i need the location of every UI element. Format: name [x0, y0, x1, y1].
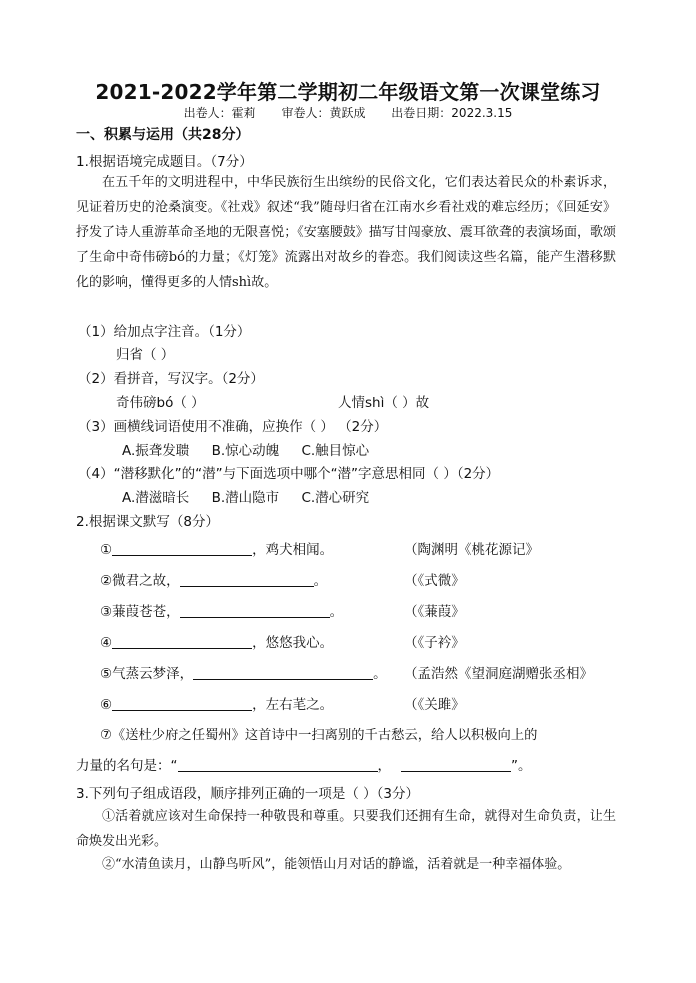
answer-blank[interactable]	[180, 572, 314, 587]
recite-source-3: （《蒹葭》	[404, 604, 465, 620]
q1-sub1: （1）给加点字注音。（1分）	[78, 324, 251, 340]
recite-item-7: ⑦《送杜少府之任蜀州》这首诗中一扫离别的千古愁云，给人以积极向上的	[100, 728, 538, 743]
answer-blank[interactable]	[180, 603, 330, 618]
q1-sub2-a: 奇伟磅bó（ ）	[116, 395, 205, 411]
q1-passage: 在五千年的文明进程中，中华民族衍生出缤纷的民俗文化，它们表达着民众的朴素诉求，见证着历史的沧桑演变。《社戏》叙述“我”随母归省在江南水乡看社戏的难忘经历；《回延安》抒发了诗人重游革命圣地的无限喜悦；《安塞腰鼓》描写甘闯豪放、震耳欲聋的表演场面，歌颂了生命中奇伟磅bó的力量；《灯笼》流露出对故乡的眷恋。我们阅读这些名篇，能产生潜移默化的影响，懂得更多的人情shì故。	[76, 175, 616, 290]
exam-meta	[0, 104, 696, 121]
recite-source-1: （陶渊明《桃花源记》	[404, 542, 539, 558]
option-b: B.潜山隐市	[211, 490, 280, 506]
answer-blank[interactable]	[178, 757, 378, 772]
answer-blank[interactable]	[112, 541, 252, 556]
q1-sub3-options	[122, 439, 387, 459]
q3-title: 3.下列句子组成语段，顺序排列正确的一项是（ ）（3分）	[76, 786, 420, 802]
reviewer-label: 审卷人：黄跃成	[281, 106, 366, 120]
q1-sub2: （2）看拼音，写汉字。（2分）	[78, 371, 264, 387]
section-1-title: 一、积累与运用（共28分）	[76, 127, 250, 143]
q1-sub1-item: 归省（ ）	[116, 347, 175, 363]
recite-source-4: （《子衿》	[404, 635, 465, 651]
option-c: C.潜心研究	[301, 490, 370, 506]
recite-item-6: ⑥ ，左右芼之。	[100, 697, 334, 713]
q1-sub2-b: 人情shì（ ）故	[338, 395, 430, 411]
answer-blank[interactable]	[112, 634, 252, 649]
q1-title: 1.根据语境完成题目。（7分）	[76, 154, 253, 170]
option-b: B.惊心动魄	[211, 443, 280, 459]
recite-source-2: （《式微》	[404, 573, 465, 589]
answer-blank[interactable]	[193, 665, 373, 680]
recite-item-4: ④ ，悠悠我心。	[100, 635, 334, 651]
recite-item-2: ②微君之故， 。	[100, 573, 328, 589]
q1-sub4: （4）“潜移默化”的“潜”与下面选项中哪个“潜”字意思相同（ ）（2分）	[78, 466, 500, 482]
answer-blank[interactable]	[112, 696, 252, 711]
recite-source-6: （《关雎》	[404, 697, 465, 713]
date-label: 出卷日期：2022.3.15	[391, 106, 513, 120]
option-a: A.潜滋暗长	[122, 490, 190, 506]
recite-item-3: ③蒹葭苍苍， 。	[100, 604, 344, 620]
exam-title: 2021-2022学年第二学期初二年级语文第一次课堂练习	[95, 80, 601, 104]
option-a: A.振聋发聩	[122, 443, 190, 459]
q3-sentence-1: ①活着就应该对生命保持一种敬畏和尊重。只要我们还拥有生命，就得对生命负责，让生命焕发出光彩。	[76, 809, 616, 849]
recite-source-5: （孟浩然《望洞庭湖赠张丞相》	[404, 666, 593, 682]
recite-item-5: ⑤气蒸云梦泽， 。	[100, 666, 387, 682]
answer-blank[interactable]	[401, 757, 511, 772]
option-c: C.触目惊心	[301, 443, 370, 459]
author-label: 出卷人：霍莉	[183, 106, 256, 120]
q3-sentence-2: ②“水清鱼读月，山静鸟听风”，能领悟山月对话的静谧，活着就是一种幸福体验。	[102, 857, 571, 872]
q1-sub4-options	[122, 486, 387, 506]
q2-title: 2.根据课文默写（8分）	[76, 514, 219, 530]
recite-item-1: ① ，鸡犬相闻。	[100, 542, 334, 558]
recite-item-7-answer: 力量的名句是：“ ， ”。	[76, 758, 532, 774]
q1-sub3: （3）画横线词语使用不准确，应换作（ ） （2分）	[78, 419, 388, 435]
